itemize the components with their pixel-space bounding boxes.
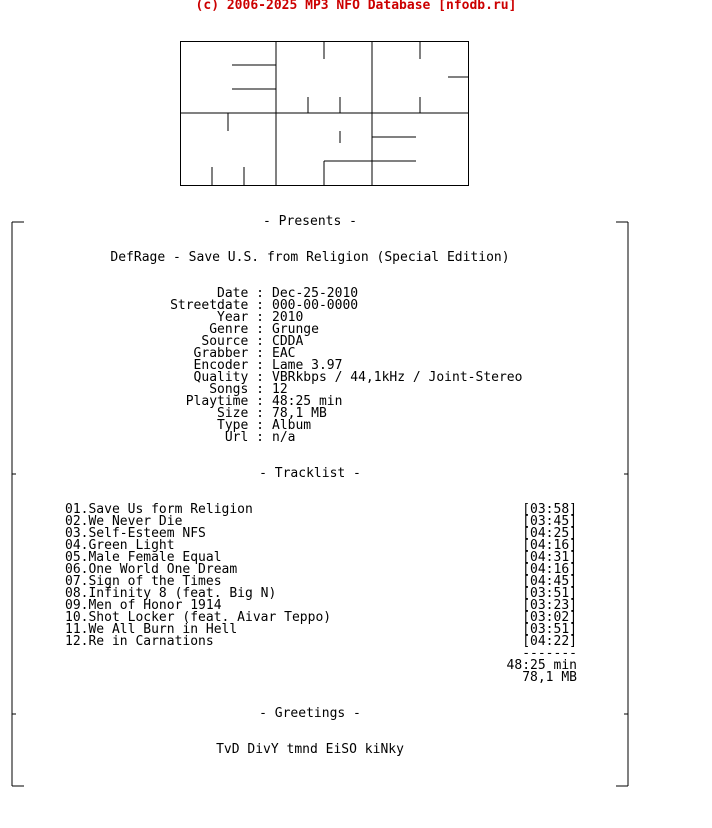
info-label: Type : bbox=[217, 418, 264, 433]
info-value: EAC bbox=[272, 346, 296, 361]
greetings-heading: - Greetings - bbox=[259, 706, 361, 721]
info-label: Date : bbox=[217, 286, 264, 301]
track-duration: [04:45] bbox=[522, 574, 577, 589]
info-value: Dec-25-2010 bbox=[272, 286, 359, 301]
track-title: 03.Self-Esteem NFS bbox=[65, 526, 206, 541]
info-value: 12 bbox=[272, 382, 288, 397]
info-label: Encoder : bbox=[193, 358, 264, 373]
total-size: 78,1 MB bbox=[522, 670, 577, 685]
info-label: Playtime : bbox=[185, 394, 264, 409]
tracklist-heading: - Tracklist - bbox=[259, 466, 361, 481]
track-title: 06.One World One Dream bbox=[65, 562, 238, 577]
presents-heading: - Presents - bbox=[263, 214, 357, 229]
release-title: DefRage - Save U.S. from Religion (Special Edition) bbox=[110, 250, 510, 265]
info-value: Lame 3.97 bbox=[272, 358, 343, 373]
track-title: 08.Infinity 8 (feat. Big N) bbox=[65, 586, 277, 601]
track-duration: [03:58] bbox=[522, 502, 577, 517]
track-duration: [04:16] bbox=[522, 562, 577, 577]
info-label: Url : bbox=[224, 430, 264, 445]
greetings-text: TvD DivY tmnd EiSO kiNky bbox=[216, 742, 404, 757]
track-title: 12.Re in Carnations bbox=[65, 634, 214, 649]
total-separator: ------- bbox=[522, 646, 577, 661]
track-title: 11.We All Burn in Hell bbox=[65, 622, 238, 637]
track-duration: [04:25] bbox=[522, 526, 577, 541]
info-value: 78,1 MB bbox=[272, 406, 327, 421]
track-title: 04.Green Light bbox=[65, 538, 175, 553]
info-value: Album bbox=[272, 418, 312, 433]
track-title: 10.Shot Locker (feat. Aivar Teppo) bbox=[65, 610, 332, 625]
site-header: (c) 2006-2025 MP3 NFO Database [nfodb.ru] bbox=[195, 0, 517, 13]
info-value: 000-00-0000 bbox=[272, 298, 359, 313]
info-label: Quality : bbox=[193, 370, 264, 385]
track-duration: [03:51] bbox=[522, 586, 577, 601]
total-time: 48:25 min bbox=[506, 658, 577, 673]
info-label: Streetdate : bbox=[170, 298, 264, 313]
track-duration: [03:45] bbox=[522, 514, 577, 529]
track-duration: [03:23] bbox=[522, 598, 577, 613]
info-value: 2010 bbox=[272, 310, 304, 325]
info-value: 48:25 min bbox=[272, 394, 343, 409]
track-duration: [04:22] bbox=[522, 634, 577, 649]
info-label: Year : bbox=[217, 310, 264, 325]
track-title: 09.Men of Honor 1914 bbox=[65, 598, 222, 613]
track-title: 07.Sign of the Times bbox=[65, 574, 222, 589]
track-title: 01.Save Us form Religion bbox=[65, 502, 253, 517]
track-duration: [03:51] bbox=[522, 622, 577, 637]
info-label: Size : bbox=[217, 406, 264, 421]
info-label: Source : bbox=[201, 334, 264, 349]
track-duration: [04:31] bbox=[522, 550, 577, 565]
info-value: VBRkbps / 44,1kHz / Joint-Stereo bbox=[272, 370, 523, 385]
track-title: 02.We Never Die bbox=[65, 514, 183, 529]
info-value: n/a bbox=[272, 430, 296, 445]
info-value: Grunge bbox=[272, 322, 319, 337]
info-label: Grabber : bbox=[193, 346, 264, 361]
info-value: CDDA bbox=[272, 334, 304, 349]
track-duration: [04:16] bbox=[522, 538, 577, 553]
track-duration: [03:02] bbox=[522, 610, 577, 625]
track-title: 05.Male Female Equal bbox=[65, 550, 222, 565]
info-label: Songs : bbox=[209, 382, 264, 397]
info-label: Genre : bbox=[209, 322, 264, 337]
